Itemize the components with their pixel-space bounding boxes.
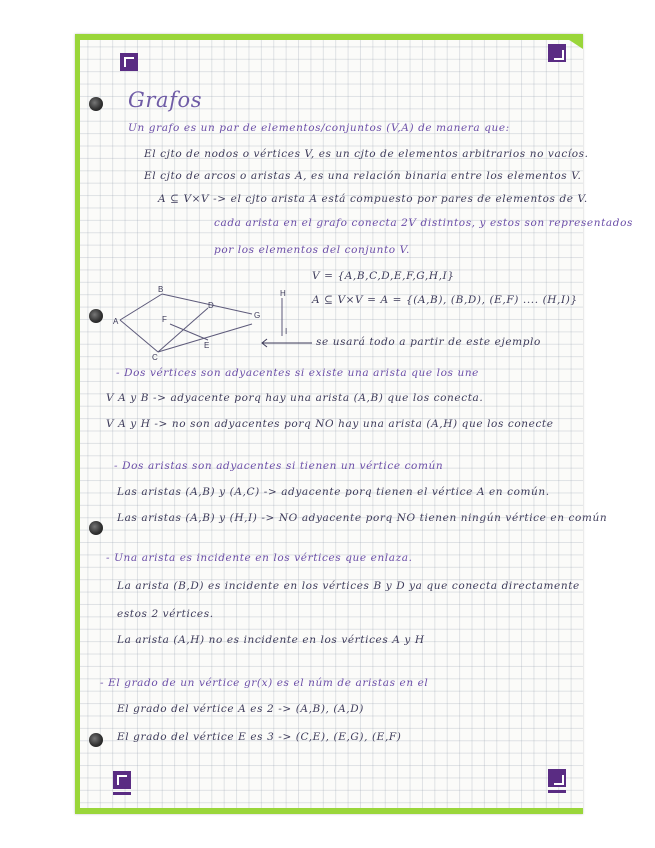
notebook-logo-bottom-right-icon	[548, 769, 566, 787]
degree-line-1: El grado del vértice A es 2 -> (A,B), (A,D)	[117, 703, 364, 715]
page-border-bottom	[75, 808, 583, 814]
page-title: Grafos	[128, 88, 203, 112]
set-v: V = {A,B,C,D,E,F,G,H,I}	[312, 270, 455, 282]
incident-line-1: La arista (B,D) es incidente en los vértices B y D ya que conecta directamente	[117, 580, 580, 592]
incident-line-3: La arista (A,H) no es incidente en los vértices A y H	[117, 634, 425, 646]
set-a: A ⊆ V×V = A = {(A,B), (B,D), (E,F) .... (H,I)}	[312, 294, 578, 306]
node-h-label: H	[280, 289, 286, 298]
binder-hole-4-icon	[89, 733, 103, 747]
edge-b-g	[162, 294, 252, 314]
edge-a-b	[120, 294, 162, 320]
degree-line-2: El grado del vértice E es 3 -> (C,E), (E,G), (E,F)	[117, 731, 402, 743]
node-c-label: C	[152, 353, 158, 362]
def-edge-line-1: cada arista en el grafo conecta 2V distintos, y estos son representados	[214, 217, 633, 229]
intro-text: Un grafo es un par de elementos/conjuntos (V,A) de manera que:	[128, 122, 510, 134]
page-border-left	[75, 34, 80, 814]
adj-vertices-line-2: V A y H -> no son adyacentes porq NO hay una arista (A,H) que los conecte	[106, 418, 554, 430]
page-border-top	[75, 34, 583, 40]
notebook-logo-top-right-icon	[548, 44, 566, 62]
binder-hole-1-icon	[89, 97, 103, 111]
node-b-label: B	[158, 285, 164, 294]
node-g-label: G	[254, 311, 261, 320]
binder-hole-3-icon	[89, 521, 103, 535]
adj-edges-line-1: Las aristas (A,B) y (A,C) -> adyacente porq tienen el vértice A en común.	[117, 486, 550, 498]
node-a-label: A	[113, 317, 119, 326]
node-e-label: E	[204, 341, 210, 350]
incident-line-2: estos 2 vértices.	[117, 608, 214, 620]
def-edge-line-2: por los elementos del conjunto V.	[214, 244, 410, 256]
adj-vertices-heading: - Dos vértices son adyacentes si existe una arista que los une	[116, 367, 479, 379]
notebook-logo-top-left-icon	[120, 53, 138, 71]
notebook-logo-bottom-left-icon	[113, 771, 131, 789]
edge-f-e	[170, 324, 208, 340]
graph-note: se usará todo a partir de este ejemplo	[316, 336, 541, 348]
edge-a-c	[120, 320, 158, 352]
adj-edges-line-2: Las aristas (A,B) y (H,I) -> NO adyacente porq NO tienen ningún vértice en común	[117, 512, 608, 524]
incident-heading: - Una arista es incidente en los vértices que enlaza.	[106, 552, 413, 564]
arrow-left-icon	[258, 336, 314, 350]
adj-vertices-line-1: V A y B -> adyacente porq hay una arista (A,B) que los conecta.	[106, 392, 484, 404]
node-f-label: F	[162, 315, 167, 324]
degree-heading: - El grado de un vértice gr(x) es el núm de aristas en el	[100, 677, 429, 689]
def-vertices: El cjto de nodos o vértices V, es un cjto de elementos arbitrarios no vacíos.	[144, 148, 589, 160]
node-d-label: D	[208, 301, 214, 310]
adj-edges-heading: - Dos aristas son adyacentes si tienen un vértice común	[114, 460, 444, 472]
node-i-label: I	[285, 327, 288, 336]
def-subset: A ⊆ V×V -> el cjto arista A está compuesto por pares de elementos de V.	[158, 193, 588, 205]
def-edges: El cjto de arcos o aristas A, es una relación binaria entre los elementos V.	[144, 170, 582, 182]
